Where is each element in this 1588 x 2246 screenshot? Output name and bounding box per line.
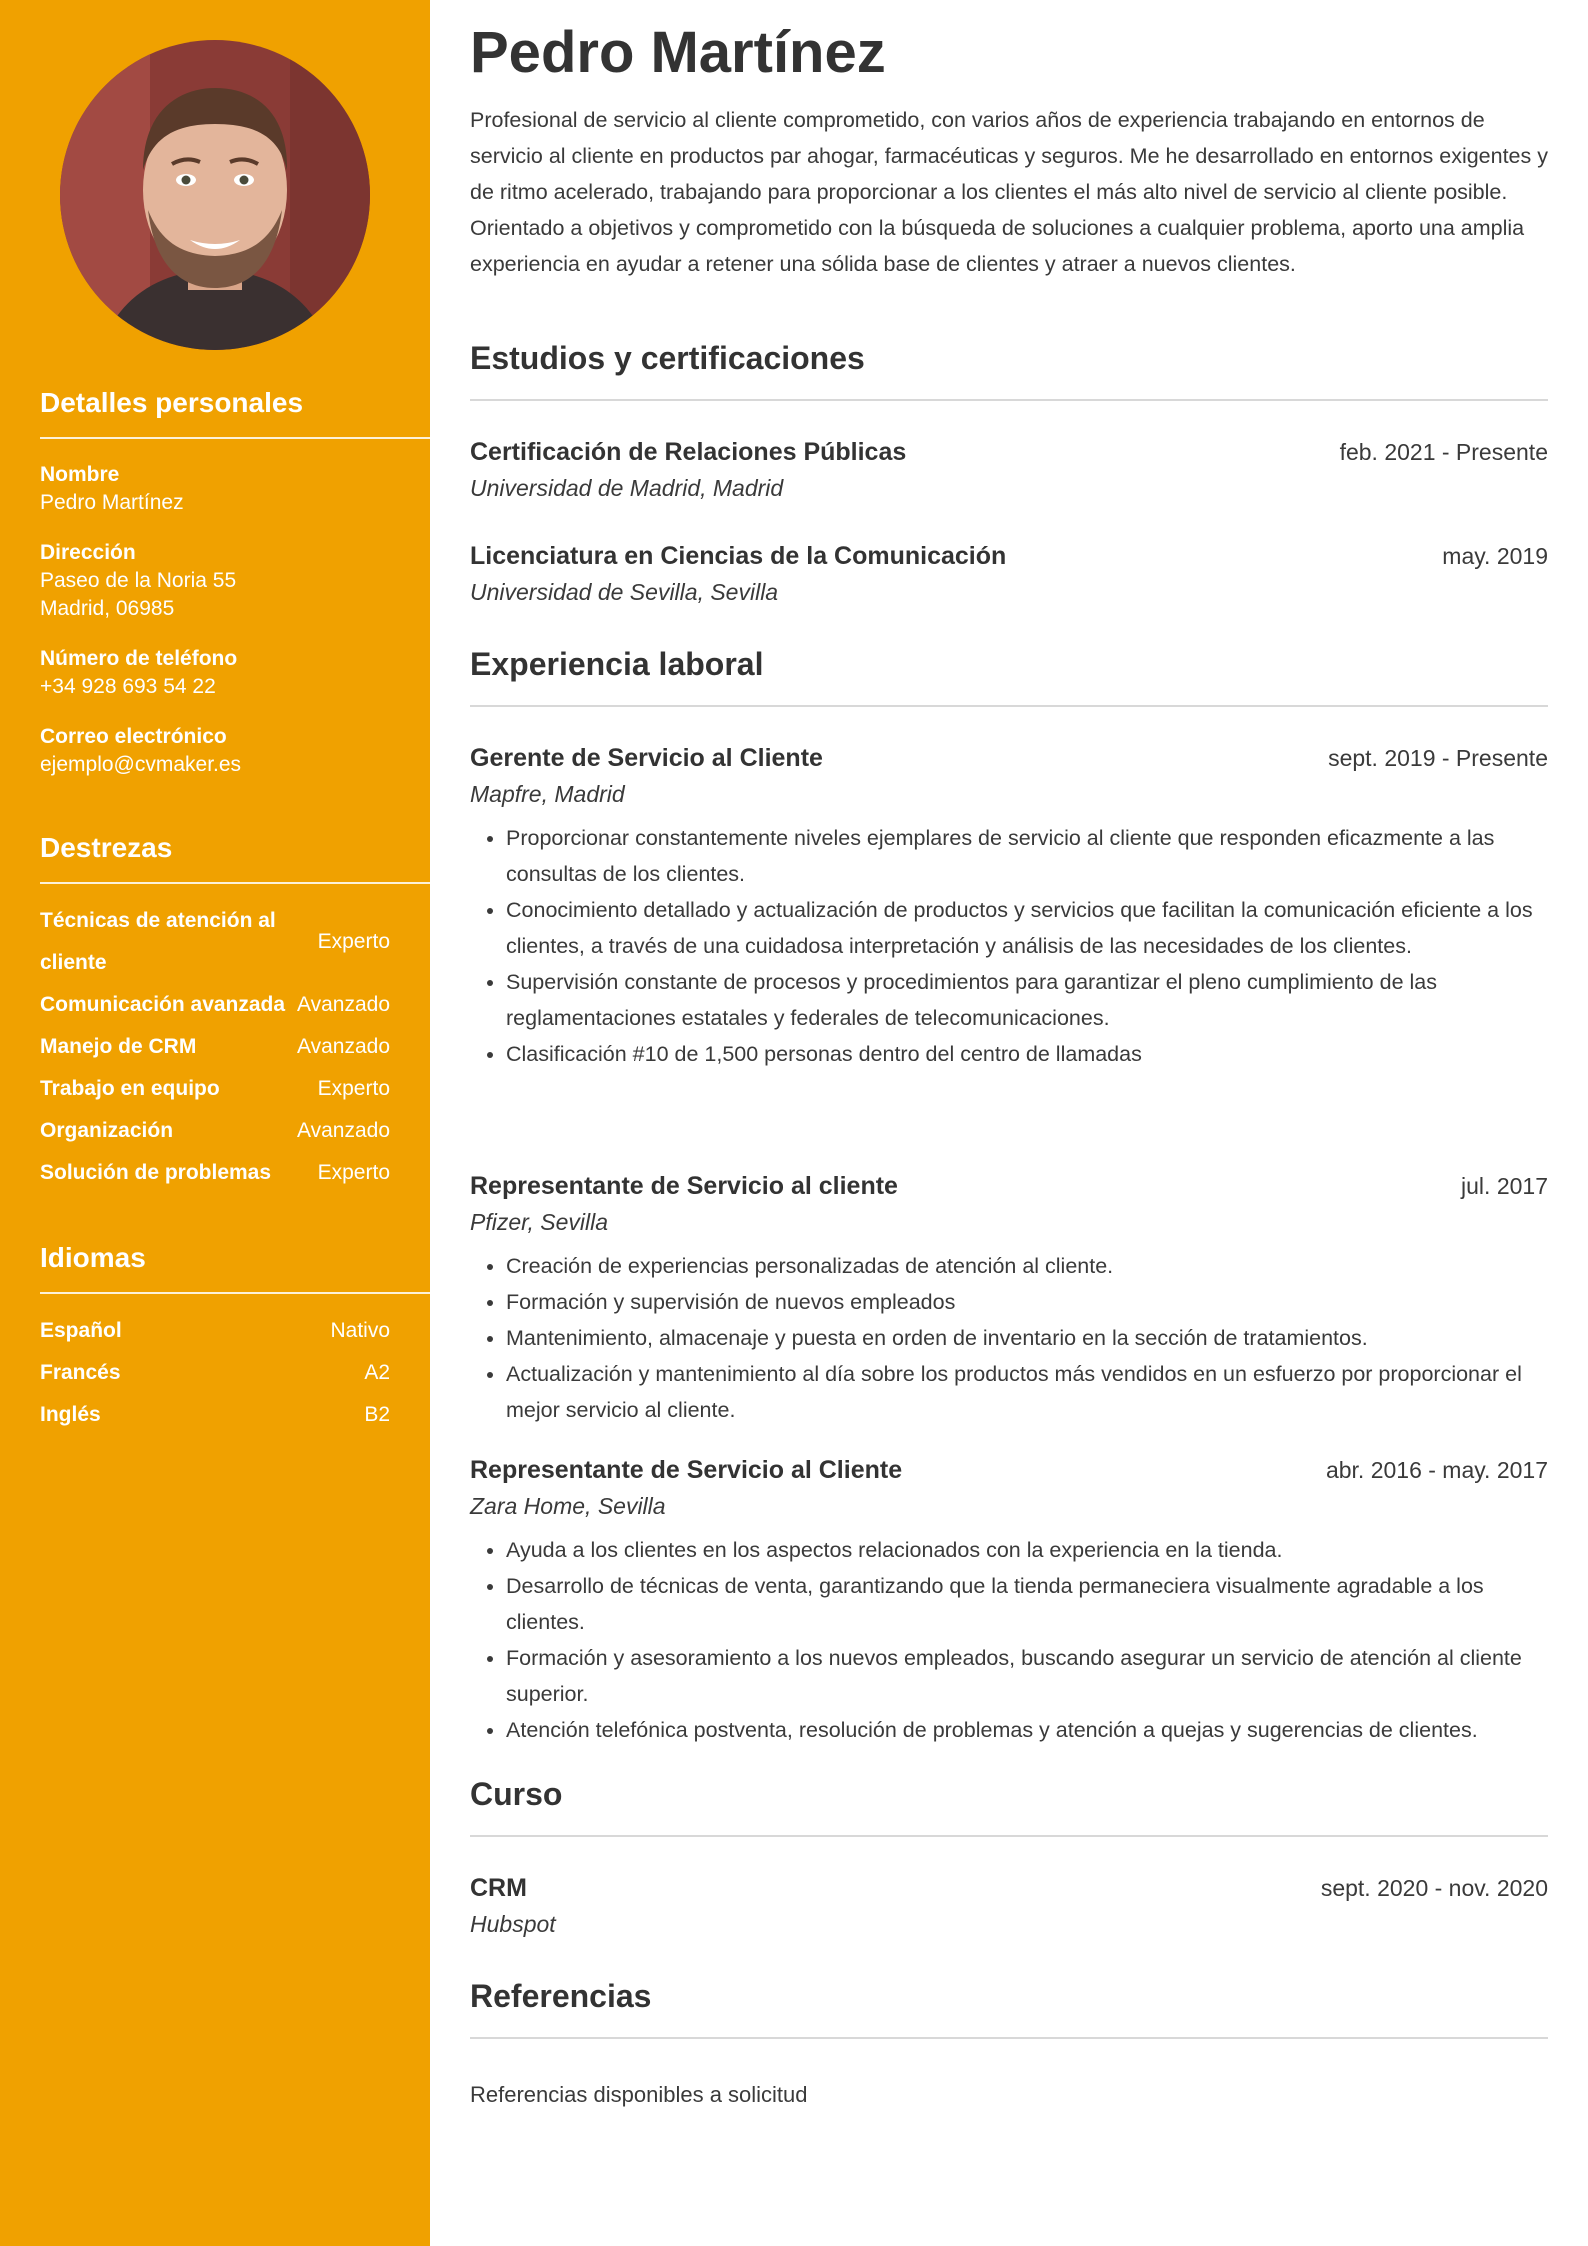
skill-level: Experto xyxy=(317,1077,390,1100)
entry-place: Hubspot xyxy=(470,1911,556,1937)
skill-level: Experto xyxy=(317,930,390,953)
skill-level: Avanzado xyxy=(296,1119,390,1142)
bullet-item: • Mantenimiento, almacenaje y puesta en orden de inventario en la sección de tratamientos. xyxy=(506,1320,1548,1356)
skill-name-line: cliente xyxy=(40,951,107,974)
references-title: Referencias xyxy=(470,1978,1548,2039)
entry-date: sept. 2019 - Presente xyxy=(1328,745,1548,771)
entry-date: sept. 2020 - nov. 2020 xyxy=(1320,1875,1548,1901)
experience-entry xyxy=(470,1172,1548,1428)
skill-row xyxy=(40,1068,390,1110)
skill-row xyxy=(40,1026,390,1068)
skill-level: Experto xyxy=(317,1161,390,1184)
skills-title: Destrezas xyxy=(40,832,430,884)
bullet-item: • Formación y asesoramiento a los nuevos empleados, buscando asegurar un servicio de atención al cliente superior. xyxy=(506,1640,1548,1712)
education-entry xyxy=(470,542,1548,606)
entry-date: abr. 2016 - may. 2017 xyxy=(1325,1457,1548,1483)
bullet-item: • Conocimiento detallado y actualización de productos y servicios que facilitan la comunicación eficiente a los clientes, a través de una cuidadosa interpretación y análisis de las necesidades de los clientes. xyxy=(506,892,1548,964)
entry-date: jul. 2017 xyxy=(1461,1173,1548,1199)
personal-details-section xyxy=(40,387,430,779)
skill-name-line: Técnicas de atención al xyxy=(40,909,276,932)
entry-title: Gerente de Servicio al Cliente xyxy=(470,744,823,772)
skill-name: Trabajo en equipo xyxy=(40,1077,220,1100)
language-row xyxy=(40,1394,390,1436)
name-label: Nombre xyxy=(40,463,120,486)
entry-place: Universidad de Madrid, Madrid xyxy=(470,475,784,501)
skill-name: Solución de problemas xyxy=(40,1161,272,1184)
entry-place: Zara Home, Sevilla xyxy=(470,1493,666,1519)
skill-name: Comunicación avanzada xyxy=(40,993,286,1016)
name-value: Pedro Martínez xyxy=(40,491,184,514)
language-name: Francés xyxy=(40,1361,121,1384)
personal-details-title: Detalles personales xyxy=(40,387,430,439)
skill-row xyxy=(40,900,390,984)
entry-date: may. 2019 xyxy=(1442,543,1548,569)
entry-title: Licenciatura en Ciencias de la Comunicación xyxy=(470,542,1007,570)
profile-summary: Profesional de servicio al cliente comprometido, con varios años de experiencia trabajando en entornos de servicio al cliente en productos par ahogar, farmacéuticas y seguros. Me he desarrollado en entornos exigentes y de ritmo acelerado, trabajando para proporcionar a los clientes el más alto nivel de servicio al cliente posible. Orientado a objetivos y comprometido con la búsqueda de soluciones a cualquier problema, aporto una amplia experiencia en ayudar a retener una sólida base de clientes y atraer a nuevos clientes. xyxy=(470,108,1548,276)
bullet-item: • Desarrollo de técnicas de venta, garantizando que la tienda permaneciera visualmente agradable a los clientes. xyxy=(506,1568,1548,1640)
language-level: Nativo xyxy=(330,1319,390,1342)
bullet-item: • Clasificación #10 de 1,500 personas dentro del centro de llamadas xyxy=(506,1036,1548,1072)
language-level: A2 xyxy=(364,1361,390,1384)
course-title: Curso xyxy=(470,1776,1548,1837)
address-line-1: Paseo de la Noria 55 xyxy=(40,569,237,592)
bullet-item: • Ayuda a los clientes en los aspectos relacionados con la experiencia en la tienda. xyxy=(506,1532,1548,1568)
language-level: B2 xyxy=(364,1403,390,1426)
skill-row xyxy=(40,1152,390,1194)
email-value: ejemplo@cvmaker.es xyxy=(40,753,242,776)
bullet-item: • Supervisión constante de procesos y procedimientos para garantizar el pleno cumplimiento de las reglamentaciones estatales y federales de telecomunicaciones. xyxy=(506,964,1548,1036)
page-title: Pedro Martínez xyxy=(470,20,886,85)
language-name: Inglés xyxy=(40,1403,101,1426)
course-entry xyxy=(470,1874,1548,1938)
bullet-list xyxy=(470,1532,1548,1748)
address-label: Dirección xyxy=(40,541,136,564)
education-title: Estudios y certificaciones xyxy=(470,340,1548,401)
skill-level: Avanzado xyxy=(296,1035,390,1058)
profile-photo xyxy=(60,40,370,350)
entry-date: feb. 2021 - Presente xyxy=(1339,439,1548,465)
bullet-item: • Proporcionar constantemente niveles ejemplares de servicio al cliente que responden eficazmente a las consultas de los clientes. xyxy=(506,820,1548,892)
bullet-list xyxy=(470,1248,1548,1428)
experience-entry xyxy=(470,744,1548,1072)
sidebar xyxy=(0,0,430,2246)
languages-title: Idiomas xyxy=(40,1242,430,1294)
phone-value: +34 928 693 54 22 xyxy=(40,675,216,698)
languages-section xyxy=(40,1242,430,1436)
phone-label: Número de teléfono xyxy=(40,647,238,670)
entry-title: CRM xyxy=(470,1874,527,1902)
entry-title: Certificación de Relaciones Públicas xyxy=(470,438,907,466)
bullet-item: • Atención telefónica postventa, resolución de problemas y atención a quejas y sugerencias de clientes. xyxy=(506,1712,1548,1748)
address-line-2: Madrid, 06985 xyxy=(40,597,175,620)
bullet-item: • Actualización y mantenimiento al día sobre los productos más vendidos en un esfuerzo por proporcionar el mejor servicio al cliente. xyxy=(506,1356,1548,1428)
entry-title: Representante de Servicio al cliente xyxy=(470,1172,898,1200)
bullet-item: • Formación y supervisión de nuevos empleados xyxy=(506,1284,1548,1320)
entry-place: Universidad de Sevilla, Sevilla xyxy=(470,579,779,605)
email-label: Correo electrónico xyxy=(40,725,227,748)
skill-name: Manejo de CRM xyxy=(40,1035,197,1058)
education-entry xyxy=(470,438,1548,502)
skill-name: Organización xyxy=(40,1119,174,1142)
skill-name xyxy=(40,900,276,984)
references-text: Referencias disponibles a solicitud xyxy=(470,2082,808,2107)
language-name: Español xyxy=(40,1319,122,1342)
language-row xyxy=(40,1352,390,1394)
experience-title: Experiencia laboral xyxy=(470,646,1548,707)
bullet-item: • Creación de experiencias personalizadas de atención al cliente. xyxy=(506,1248,1548,1284)
entry-title: Representante de Servicio al Cliente xyxy=(470,1456,903,1484)
skill-row xyxy=(40,1110,390,1152)
bullet-list xyxy=(470,820,1548,1072)
entry-place: Pfizer, Sevilla xyxy=(470,1209,609,1235)
skills-section xyxy=(40,832,430,1194)
experience-entry xyxy=(470,1456,1548,1748)
skill-level: Avanzado xyxy=(296,993,390,1016)
skill-row xyxy=(40,984,390,1026)
language-row xyxy=(40,1310,390,1352)
entry-place: Mapfre, Madrid xyxy=(470,781,625,807)
